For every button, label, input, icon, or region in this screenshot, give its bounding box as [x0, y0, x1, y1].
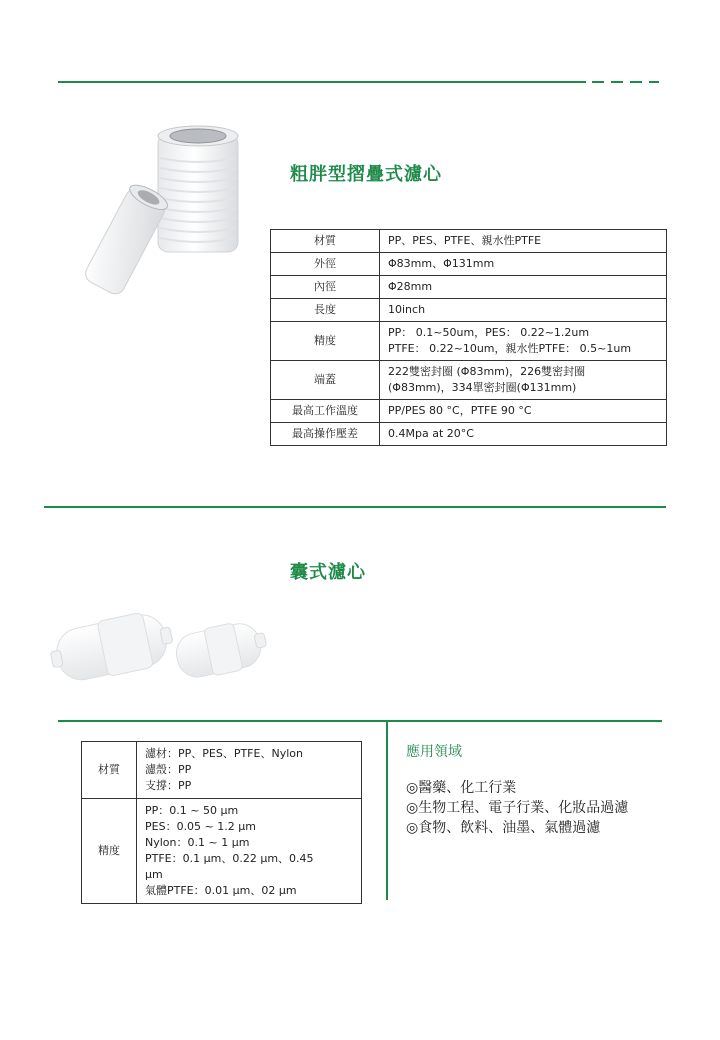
- capsule-filter-image: [48, 600, 273, 690]
- spec-value: 222雙密封圈 (Φ83mm)，226雙密封圈 (Φ83mm)，334單密封圈(Φ131mm): [380, 361, 667, 400]
- spec-row: [271, 322, 667, 361]
- section1-title: 粗胖型摺疊式濾心: [290, 164, 442, 185]
- spec-key: 精度: [271, 322, 380, 361]
- section2-title: 囊式濾心: [290, 562, 366, 583]
- spec-value: 濾材：PP、PES、PTFE、Nylon 濾殼：PP 支撐：PP: [137, 742, 362, 799]
- applications-title: 應用領域: [406, 744, 462, 760]
- spec-key: 最高操作壓差: [271, 423, 380, 446]
- top-divider-dash: [611, 81, 623, 83]
- spec-key: 長度: [271, 299, 380, 322]
- spec-key: 內徑: [271, 276, 380, 299]
- spec-row: [271, 276, 667, 299]
- spec-key: 端蓋: [271, 361, 380, 400]
- applications-list: [406, 778, 628, 838]
- spec-value: PP、PES、PTFE、親水性PTFE: [380, 230, 667, 253]
- spec-row: [271, 400, 667, 423]
- capsule-spec-table: [81, 741, 362, 904]
- spec-key: 外徑: [271, 253, 380, 276]
- top-divider-dash: [649, 81, 659, 83]
- spec-row: [271, 253, 667, 276]
- spec-key: 材質: [82, 742, 137, 799]
- middle-divider: [44, 506, 666, 508]
- column-divider: [386, 720, 388, 900]
- application-item: ◎食物、飲料、油墨、氣體過濾: [406, 820, 601, 836]
- spec-row: [271, 423, 667, 446]
- top-divider: [58, 81, 586, 83]
- spec-key: 材質: [271, 230, 380, 253]
- spec-value: 10inch: [380, 299, 667, 322]
- spec-row: [82, 742, 362, 799]
- application-item: ◎生物工程、電子行業、化妝品過濾: [406, 800, 629, 816]
- spec-value: Φ28mm: [380, 276, 667, 299]
- spec-key: 最高工作溫度: [271, 400, 380, 423]
- spec-row: [271, 299, 667, 322]
- top-divider-dash: [592, 81, 604, 83]
- application-item: ◎醫藥、化工行業: [406, 780, 517, 796]
- pleated-spec-table: [270, 229, 667, 446]
- pleated-cartridge-image: [78, 120, 268, 300]
- spec-value: PP： 0.1~50um，PES： 0.22~1.2um PTFE： 0.22~10um，親水性PTFE： 0.5~1um: [380, 322, 667, 361]
- spec-key: 精度: [82, 799, 137, 904]
- spec-value: 0.4Mpa at 20°C: [380, 423, 667, 446]
- spec-value: PP/PES 80 °C，PTFE 90 °C: [380, 400, 667, 423]
- spec-value: PP：0.1 ~ 50 μm PES：0.05 ~ 1.2 μm Nylon：0.1 ~ 1 μm PTFE：0.1 μm、0.22 μm、0.45 μm 氣體PTFE：0.01 μm、02 μm: [137, 799, 362, 904]
- lower-divider: [58, 720, 662, 722]
- spec-row: [271, 230, 667, 253]
- top-divider-dash: [630, 81, 642, 83]
- spec-row: [271, 361, 667, 400]
- spec-row: [82, 799, 362, 904]
- spec-value: Φ83mm、Φ131mm: [380, 253, 667, 276]
